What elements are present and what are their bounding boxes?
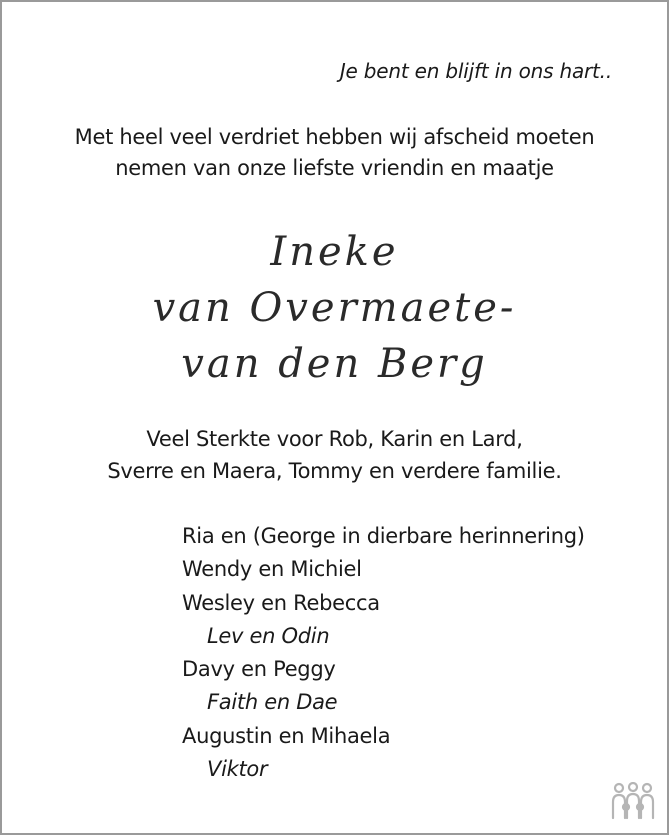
name-line: van Overmaete- — [152, 285, 517, 331]
family-entry: Wesley en Rebecca — [182, 590, 380, 615]
family-child-entry: Lev en Odin — [207, 623, 330, 648]
family-list — [182, 520, 585, 786]
intro-text — [2, 122, 667, 184]
intro-line: nemen van onze liefste vriendin en maatje — [115, 156, 554, 180]
family-entry: Davy en Peggy — [182, 657, 336, 682]
family-child-entry: Viktor — [207, 757, 268, 782]
name-line: Ineke — [270, 229, 399, 275]
motto-text: Je bent en blijft in ons hart.. — [339, 59, 612, 83]
family-people-icon — [610, 782, 656, 822]
wishes-text — [2, 423, 667, 487]
wishes-line: Veel Sterkte voor Rob, Karin en Lard, — [146, 427, 523, 451]
name-line: van den Berg — [181, 341, 488, 387]
wishes-line: Sverre en Maera, Tommy en verdere familie. — [107, 459, 562, 483]
family-child-entry: Faith en Dae — [207, 690, 338, 715]
deceased-name — [2, 224, 667, 392]
family-entry: Ria en (George in dierbare herinnering) — [182, 524, 585, 548]
family-entry: Wendy en Michiel — [182, 557, 362, 582]
intro-line: Met heel veel verdriet hebben wij afscheid moeten — [74, 125, 595, 149]
family-entry: Augustin en Mihaela — [182, 723, 391, 748]
